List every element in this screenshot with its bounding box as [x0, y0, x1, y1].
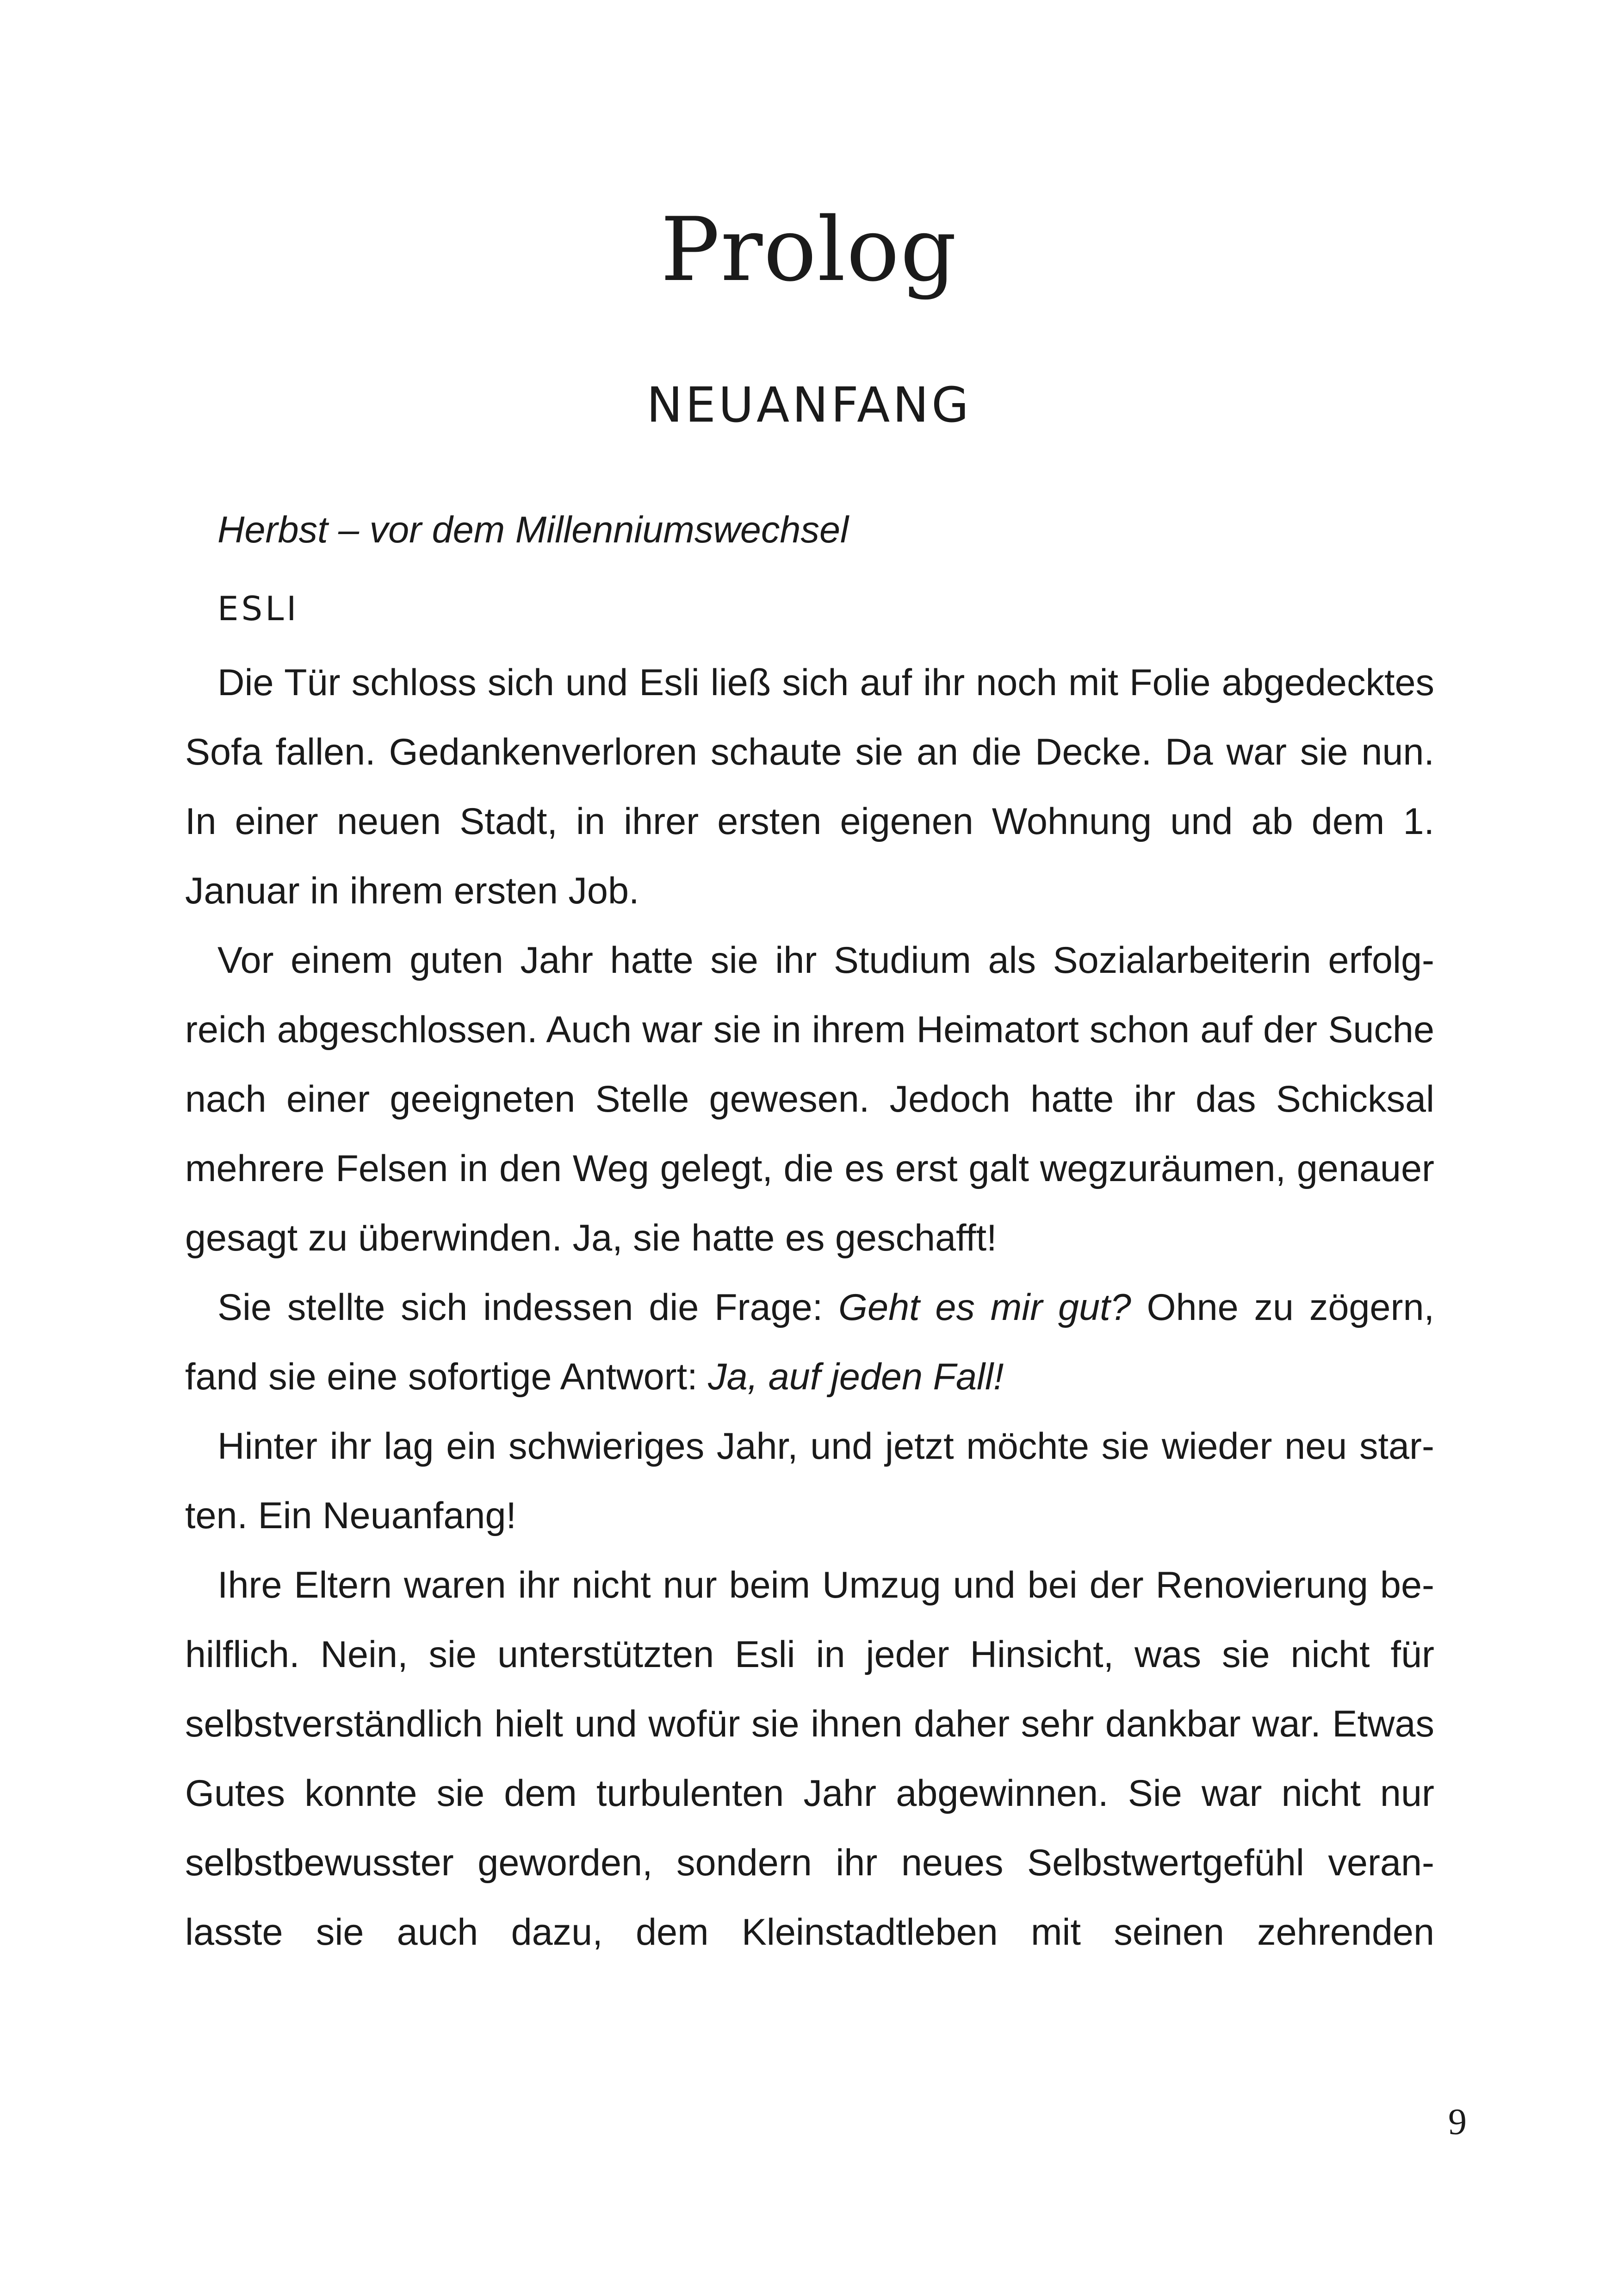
pov-character-name: ESLI [217, 589, 299, 628]
page-number: 9 [1448, 2102, 1467, 2142]
inner-thought-answer: Ja, auf jeden Fall! [708, 1356, 1004, 1398]
paragraph-text: Ohne zu zögern, fand sie eine sofortige Antwort: [185, 1287, 1435, 1398]
body-text [185, 495, 1434, 1967]
chapter-subtitle: NEUANFANG [646, 377, 972, 433]
dateline: Herbst – vor dem Millenniumswechsel [217, 509, 849, 551]
paragraph: Hinter ihr lag ein schwieriges Jahr, und jetzt möchte sie wieder neu starten. Ein Neuanfang! [185, 1425, 1434, 1537]
paragraph-text: Sie stellte sich indessen die Frage: [217, 1287, 839, 1328]
chapter-title: Prolog [660, 199, 958, 301]
paragraph [185, 1273, 1434, 1412]
paragraph: Die Tür schloss sich und Esli ließ sich auf ihr noch mit Folie abgedecktes Sofa fallen. Gedankenverloren schaute sie an die Decke. Da war sie nun. In einer neuen Stadt, in ihrer ersten eigenen Wohnung und ab dem 1. Januar in ihrem ersten Job. [185, 662, 1434, 912]
paragraph: Vor einem guten Jahr hatte sie ihr Studium als Sozialarbeiterin erfolgreich abgeschlossen. Auch war sie in ihrem Heimatort schon auf der Suche nach einer geeigneten Stelle gewesen. Jedoch hatte ihr das Schicksal mehrere Felsen in den Weg gelegt, die es erst galt wegzuräumen, genauer gesagt zu überwinden. Ja, sie hatte es geschafft! [185, 940, 1434, 1259]
paragraph: Ihre Eltern waren ihr nicht nur beim Umzug und bei der Renovierung behilflich. Nein, sie unterstützten Esli in jeder Hinsicht, was sie nicht für selbstverständlich hielt und wofür sie ihnen daher sehr dankbar war. Etwas Gutes konnte sie dem turbulenten Jahr abgewinnen. Sie war nicht nur selbstbewusster geworden, sondern ihr neues Selbstwertgefühl veranlasste sie auch dazu, dem Kleinstadtleben mit seinen zehrenden [185, 1564, 1434, 1953]
inner-thought-question: Geht es mir gut? [838, 1287, 1131, 1328]
